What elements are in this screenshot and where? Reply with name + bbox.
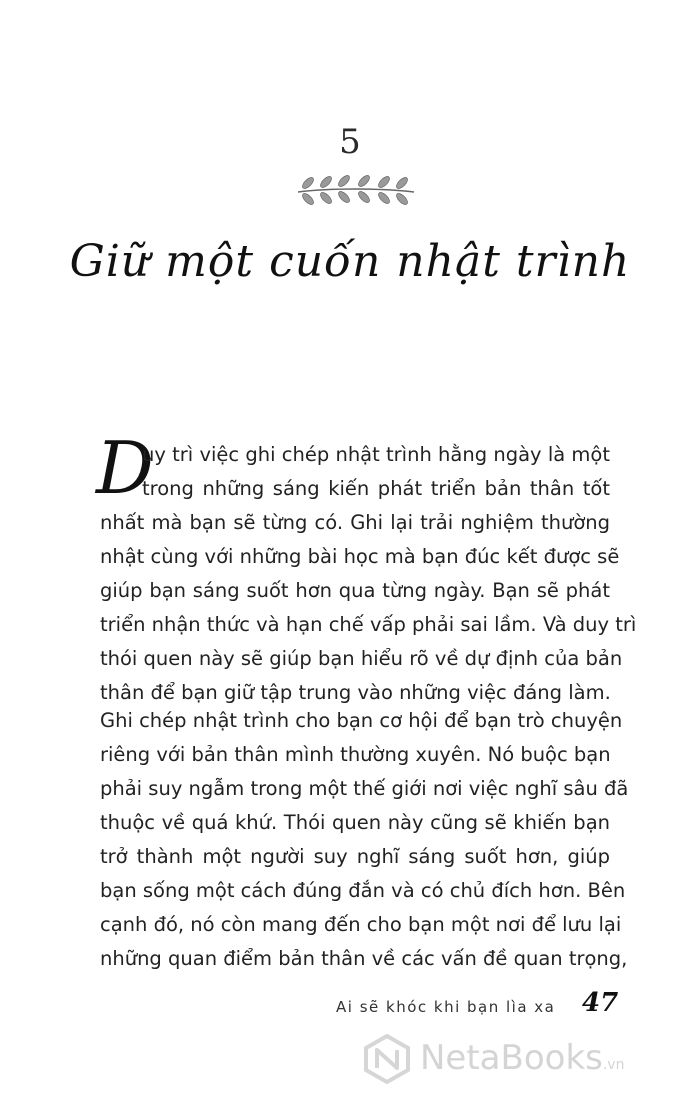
text-line: thuộc về quá khứ. Thói quen này cũng sẽ khiến bạn	[100, 811, 610, 834]
text-line: nhất mà bạn sẽ từng có. Ghi lại trải nghiệm thường	[100, 511, 610, 534]
text-line: thân để bạn giữ tập trung vào những việc đáng làm.	[100, 681, 611, 704]
text-line: phải suy ngẫm trong một thế giới nơi việc nghĩ sâu đã	[100, 777, 629, 800]
watermark-text	[420, 1038, 624, 1085]
text-line: trong những sáng kiến phát triển bản thân tốt	[142, 477, 610, 500]
text-line: nhật cùng với những bài học mà bạn đúc kết được sẽ	[100, 545, 620, 568]
paragraph-1	[100, 438, 637, 710]
watermark-brand: NetaBooks	[420, 1038, 603, 1078]
netabooks-watermark	[362, 1034, 692, 1084]
text-line: triển nhận thức và hạn chế vấp phải sai lầm. Và duy trì	[100, 613, 637, 636]
running-title: Ai sẽ khóc khi bạn lìa xa	[336, 998, 556, 1016]
text-line: uy trì việc ghi chép nhật trình hằng ngày là một	[142, 443, 610, 466]
text-line: thói quen này sẽ giúp bạn hiểu rõ về dự định của bản	[100, 647, 623, 670]
drop-cap: D	[96, 426, 154, 510]
text-line: bạn sống một cách đúng đắn và có chủ đích hơn. Bên	[100, 879, 626, 902]
text-line: trở thành một người suy nghĩ sáng suốt hơn, giúp	[100, 845, 610, 868]
text-line: riêng với bản thân mình thường xuyên. Nó buộc bạn	[100, 743, 611, 766]
chapter-number: 5	[339, 122, 361, 162]
chapter-title: Giữ một cuốn nhật trình	[69, 236, 631, 287]
text-line: Ghi chép nhật trình cho bạn cơ hội để bạn trò chuyện	[100, 709, 623, 732]
watermark-suffix: .vn	[602, 1057, 625, 1073]
text-line: cạnh đó, nó còn mang đến cho bạn một nơi để lưu lại	[100, 913, 622, 936]
netabooks-logo-icon	[362, 1034, 412, 1084]
text-line: giúp bạn sáng suốt hơn qua từng ngày. Bạn sẽ phát	[100, 579, 610, 602]
laurel-branch-icon	[290, 172, 420, 208]
page-number: 47	[582, 988, 619, 1018]
paragraph-2	[100, 704, 629, 976]
text-line: những quan điểm bản thân về các vấn đề quan trọng,	[100, 947, 628, 970]
